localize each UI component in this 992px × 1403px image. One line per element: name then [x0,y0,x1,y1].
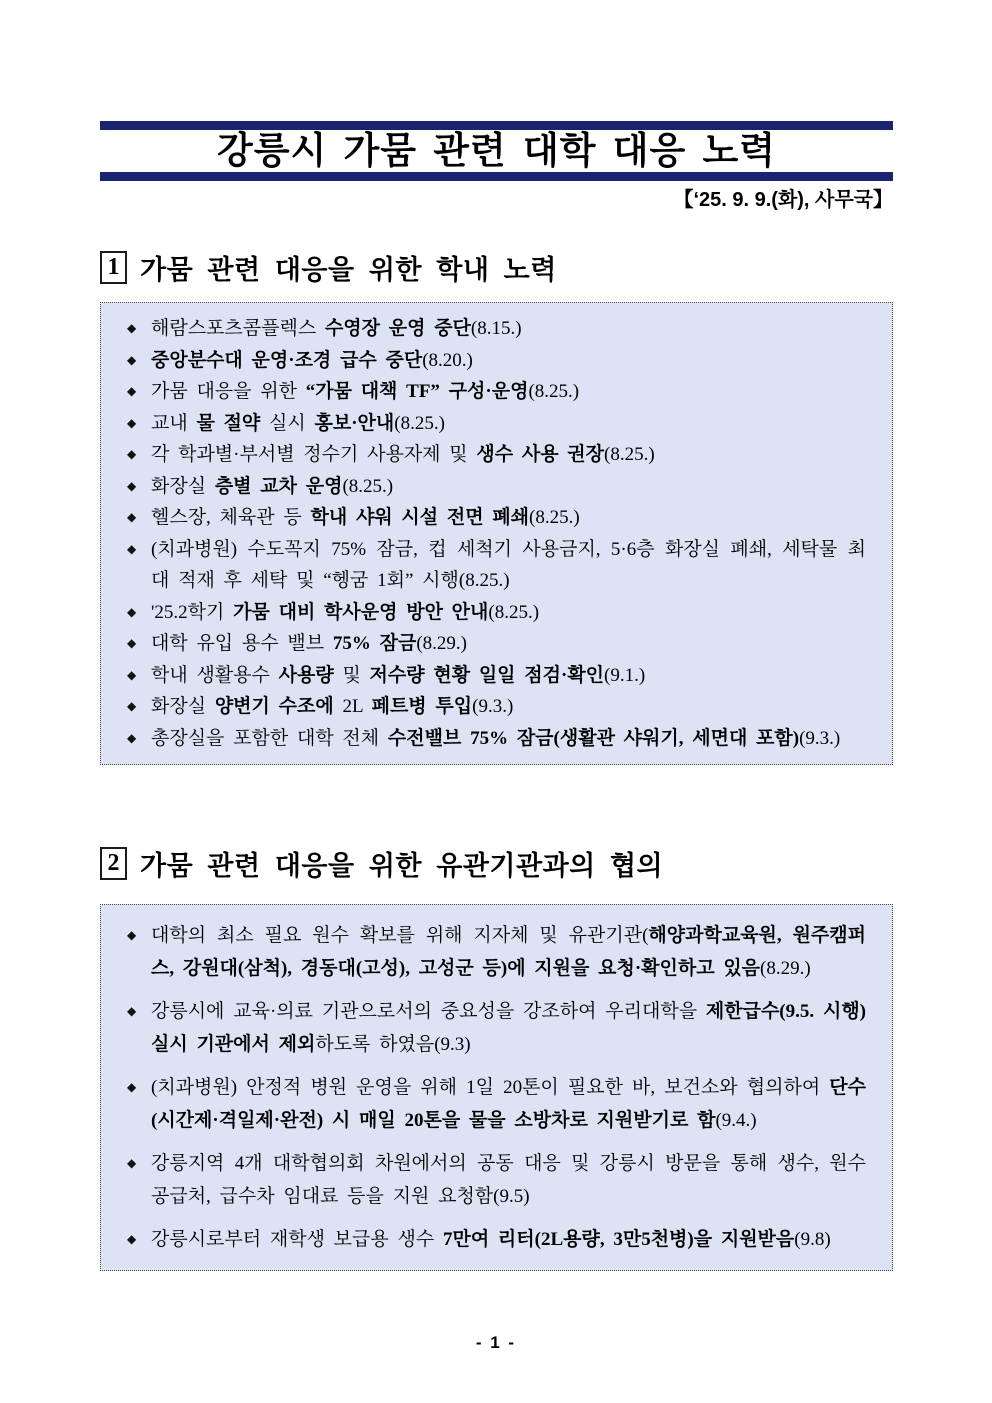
page-number: - 1 - [475,1333,517,1352]
section-heading [100,845,893,881]
diamond-bullet-icon: ◆ [127,415,137,430]
item-text: 화장실 층별 교차 운영(8.25.) [151,475,394,497]
section-agency-consultation [100,845,893,1271]
item-list [127,313,866,754]
diamond-bullet-icon: ◆ [127,928,137,942]
content-box [100,302,893,765]
content-box [100,904,893,1271]
list-item [127,660,866,692]
section-heading [100,249,893,285]
list-item [127,408,866,440]
item-text: 대학 유입 용수 밸브 75% 잠금(8.29.) [151,633,467,654]
diamond-bullet-icon: ◆ [127,699,137,713]
diamond-bullet-icon: ◆ [127,352,137,367]
diamond-bullet-icon: ◆ [127,730,137,745]
section-title: 가뭄 관련 대응을 위한 학내 노력 [140,254,557,285]
item-text: (치과병원) 안정적 병원 운영을 위해 1일 20톤이 필요한 바, 보건소와 협의하여 단수(시간제·격일제·완전) 시 매일 20톤을 물을 소방차로 지원받기로 함(9.4.) [151,1077,866,1131]
item-text: 강릉시에 교육·의료 기관으로서의 중요성을 강조하여 우리대학을 제한급수(9.5. 시행) 실시 기관에서 제외하도록 하였음(9.3) [151,1001,867,1055]
diamond-bullet-icon: ◆ [127,541,137,556]
list-item [127,597,866,629]
list-item [127,995,866,1061]
item-list [127,919,866,1256]
item-text: 총장실을 포함한 대학 전체 수전밸브 75% 잠금(생활관 샤워기, 세면대 포함)(9.3.) [151,727,841,749]
section-campus-efforts [100,249,893,765]
diamond-bullet-icon: ◆ [127,1232,137,1246]
diamond-bullet-icon: ◆ [127,667,137,682]
list-item [127,691,866,723]
diamond-bullet-icon: ◆ [127,384,137,398]
list-item [127,502,866,534]
title-rule-top [100,121,893,130]
item-text: 화장실 양변기 수조에 2L 페트병 투입(9.3.) [151,696,514,717]
diamond-bullet-icon: ◆ [127,1156,137,1170]
list-item [127,1147,866,1213]
list-item [127,376,866,408]
item-text: 학내 생활용수 사용량 및 저수량 현황 일일 점검·확인(9.1.) [151,664,646,686]
list-item [127,345,866,377]
diamond-bullet-icon: ◆ [127,636,137,650]
diamond-bullet-icon: ◆ [127,321,137,335]
item-text: 각 학과별·부서별 정수기 사용자제 및 생수 사용 권장(8.25.) [151,444,655,465]
list-item [127,313,866,345]
item-text: 강릉지역 4개 대학협의회 차원에서의 공동 대응 및 강릉시 방문을 통해 생수, 원수 공급처, 급수차 임대료 등을 지원 요청함(9.5) [151,1153,866,1207]
item-text: 강릉시로부터 재학생 보급용 생수 7만여 리터(2L용량, 3만5천병)을 지원받음(9.8) [151,1229,831,1250]
document-title: 강릉시 가뭄 관련 대학 대응 노력 [216,130,777,171]
item-text: 헬스장, 체육관 등 학내 샤워 시설 전면 폐쇄(8.25.) [151,507,580,528]
list-item [127,439,866,471]
diamond-bullet-icon: ◆ [127,1004,137,1018]
list-item [127,723,866,755]
section-title: 가뭄 관련 대응을 위한 유관기관과의 협의 [140,850,664,881]
diamond-bullet-icon: ◆ [127,447,137,461]
item-text: (치과병원) 수도꼭지 75% 잠금, 컵 세척기 사용금지, 5·6층 화장실 폐쇄, 세탁물 최대 적재 후 세탁 및 “헹굼 1회” 시행(8.25.) [151,538,866,591]
item-text: 해람스포츠콤플렉스 수영장 운영 중단(8.15.) [151,318,522,339]
section-number-badge: 1 [100,251,127,284]
list-item [127,471,866,503]
list-item [127,534,866,597]
item-text: 대학의 최소 필요 원수 확보를 위해 지자체 및 유관기관(해양과학교육원, 원주캠퍼스, 강원대(삼척), 경동대(고성), 고성군 등)에 지원을 요청·확인하고 있음(8.29.) [151,925,866,979]
diamond-bullet-icon: ◆ [127,1080,137,1094]
list-item [127,1071,866,1137]
item-text: '25.2학기 가뭄 대비 학사운영 방안 안내(8.25.) [151,601,540,623]
list-item [127,919,866,985]
item-text: 교내 물 절약 실시 홍보·안내(8.25.) [151,412,445,434]
item-text: 가뭄 대응을 위한 “가뭄 대책 TF” 구성·운영(8.25.) [151,381,580,402]
diamond-bullet-icon: ◆ [127,478,137,493]
date-source-line: 【‘25. 9. 9.(화), 사무국】 [673,189,893,211]
list-item [127,628,866,660]
item-text: 중앙분수대 운영·조경 급수 중단(8.20.) [151,349,473,371]
section-number-badge: 2 [100,847,127,880]
title-rule-bottom [100,172,893,181]
diamond-bullet-icon: ◆ [127,604,137,619]
document-content [100,121,893,1271]
list-item [127,1223,866,1256]
diamond-bullet-icon: ◆ [127,510,137,524]
